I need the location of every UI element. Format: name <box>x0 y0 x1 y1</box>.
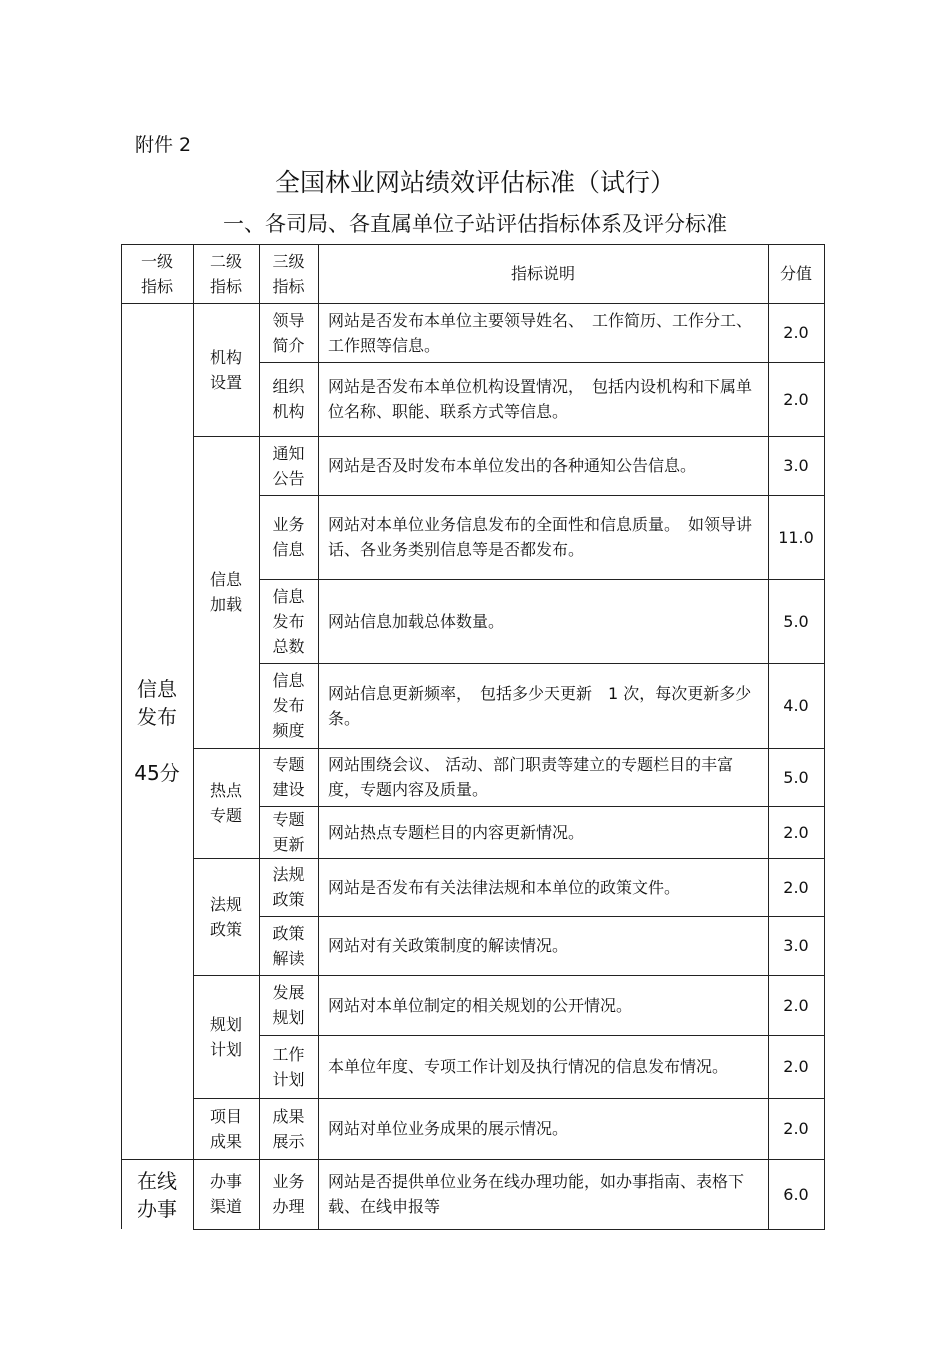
description-cell-text: 网站对单位业务成果的展示情况。 <box>328 1119 569 1138</box>
score-cell-text: 2.0 <box>783 995 809 1015</box>
table-rule <box>193 748 825 749</box>
score-cell-text: 2.0 <box>783 1119 809 1138</box>
table-rule <box>259 362 825 363</box>
level2-cell-text: 热点 专题 <box>209 781 242 825</box>
description-cell-text: 网站围绕会议、 活动、部门职责等建立的专题栏目的丰富度，专题内容及质量。 <box>328 755 734 799</box>
description-cell-text: 网站是否发布本单位主要领导姓名、 工作简历、工作分工、工作照等信息。 <box>328 310 753 355</box>
level2-cell-text: 信息 加载 <box>209 570 242 614</box>
level3-cell <box>259 495 318 579</box>
header-level3-text: 三级 指标 <box>272 251 305 296</box>
description-cell-text: 网站信息加载总体数量。 <box>328 611 505 631</box>
header-level1 <box>121 244 193 303</box>
table-rule <box>318 244 319 1230</box>
header-description <box>318 244 768 303</box>
level3-cell <box>259 1035 318 1098</box>
level2-cell-text: 项目 成果 <box>209 1106 242 1151</box>
level1-cell-text: 在线 办事 <box>137 1169 177 1221</box>
level3-cell-text: 组织 机构 <box>272 377 305 421</box>
description-cell <box>318 1035 768 1098</box>
table-rule <box>824 244 825 1230</box>
table-rule <box>259 244 260 1230</box>
score-cell-text: 2.0 <box>783 1057 809 1076</box>
description-cell <box>318 806 768 858</box>
description-cell-text: 网站是否发布有关法律法规和本单位的政策文件。 <box>328 877 681 897</box>
level2-cell <box>193 303 259 436</box>
level3-cell-text: 工作 计划 <box>272 1044 305 1089</box>
score-cell <box>768 579 824 663</box>
level3-cell <box>259 1159 318 1229</box>
table-rule <box>121 1159 825 1160</box>
level3-cell-text: 法规 政策 <box>272 865 305 909</box>
description-cell <box>318 1159 768 1229</box>
level3-cell-text: 专题 更新 <box>272 810 305 854</box>
score-cell-text: 5.0 <box>783 611 809 631</box>
description-cell <box>318 858 768 916</box>
level3-cell <box>259 663 318 748</box>
description-cell-text: 网站信息更新频率， 包括多少天更新 1 次，每次更新多少条。 <box>328 683 752 728</box>
score-cell <box>768 1159 824 1229</box>
level2-cell-text: 法规 政策 <box>209 894 242 939</box>
table-rule <box>259 663 825 664</box>
level3-cell-text: 政策 解读 <box>272 923 305 968</box>
header-description-text: 指标说明 <box>510 264 575 283</box>
table-rule <box>259 579 825 580</box>
description-cell <box>318 362 768 436</box>
description-cell-text: 网站对有关政策制度的解读情况。 <box>328 936 569 955</box>
description-cell <box>318 495 768 579</box>
score-cell <box>768 495 824 579</box>
header-level2 <box>193 244 259 303</box>
level3-cell-text: 发展 规划 <box>272 983 305 1027</box>
description-cell-text: 网站热点专题栏目的内容更新情况。 <box>328 822 585 842</box>
score-cell <box>768 916 824 975</box>
level3-cell <box>259 362 318 436</box>
level3-cell <box>259 858 318 916</box>
description-cell <box>318 748 768 806</box>
description-cell-text: 网站是否提供单位业务在线办理功能，如办事指南、表格下载、在线申报等 <box>328 1172 745 1216</box>
table-rule <box>193 858 825 859</box>
score-cell <box>768 1098 824 1159</box>
level3-cell <box>259 1098 318 1159</box>
level3-cell-text: 成果 展示 <box>272 1106 305 1151</box>
level3-cell-text: 通知 公告 <box>272 443 305 488</box>
description-cell-text: 网站对本单位制定的相关规划的公开情况。 <box>328 995 633 1015</box>
table-rule <box>259 806 825 807</box>
description-cell <box>318 436 768 495</box>
description-cell <box>318 663 768 748</box>
score-cell-text: 2.0 <box>783 323 809 342</box>
level2-cell <box>193 1159 259 1229</box>
level1-cell-text: 信息 发布 45分 <box>134 677 180 785</box>
level3-cell <box>259 579 318 663</box>
level3-cell-text: 信息 发布 总数 <box>272 586 305 656</box>
score-cell <box>768 748 824 806</box>
level3-cell <box>259 916 318 975</box>
score-cell <box>768 1035 824 1098</box>
level1-cell <box>121 303 193 1159</box>
level2-cell-text: 机构 设置 <box>209 347 242 392</box>
score-cell-text: 11.0 <box>778 527 814 547</box>
description-cell <box>318 303 768 362</box>
header-score-text: 分值 <box>779 264 812 283</box>
score-cell <box>768 806 824 858</box>
table-rule <box>193 244 194 1230</box>
score-cell-text: 2.0 <box>783 389 809 409</box>
table-rule <box>193 975 825 976</box>
table-rule <box>121 244 122 1229</box>
document-subtitle: 一、各司局、各直属单位子站评估指标体系及评分标准 <box>223 212 727 236</box>
score-cell-text: 5.0 <box>783 767 809 787</box>
score-cell <box>768 436 824 495</box>
level2-cell-text: 办事 渠道 <box>209 1172 242 1216</box>
level2-cell <box>193 748 259 858</box>
description-cell <box>318 579 768 663</box>
level2-cell <box>193 975 259 1098</box>
document-title: 全国林业网站绩效评估标准（试行） <box>274 168 675 197</box>
table-rule <box>259 916 825 917</box>
level3-cell-text: 业务 办理 <box>272 1172 305 1216</box>
table-rule <box>259 495 825 496</box>
level3-cell-text: 专题 建设 <box>272 755 305 799</box>
score-cell <box>768 858 824 916</box>
level2-cell <box>193 436 259 748</box>
header-level3 <box>259 244 318 303</box>
header-score <box>768 244 824 303</box>
level3-cell <box>259 975 318 1035</box>
score-cell-text: 4.0 <box>783 696 809 715</box>
level2-cell <box>193 858 259 975</box>
score-cell-text: 2.0 <box>783 822 809 842</box>
header-level2-text: 二级 指标 <box>209 251 242 296</box>
table-rule <box>193 1098 825 1099</box>
score-cell <box>768 303 824 362</box>
table-rule <box>259 1035 825 1036</box>
level3-cell <box>259 436 318 495</box>
description-cell <box>318 916 768 975</box>
table-rule <box>193 436 825 437</box>
attachment-label: 附件 2 <box>135 134 192 156</box>
level3-cell-text: 业务 信息 <box>272 515 305 559</box>
description-cell-text: 网站是否发布本单位机构设置情况， 包括内设机构和下属单位名称、职能、联系方式等信息。 <box>328 377 753 421</box>
level2-cell <box>193 1098 259 1159</box>
table-rule <box>768 244 769 1230</box>
table-rule <box>193 1229 825 1230</box>
level3-cell-text: 信息 发布 频度 <box>272 671 305 740</box>
level1-cell <box>121 1159 193 1229</box>
score-cell-text: 3.0 <box>783 936 809 955</box>
header-level1-text: 一级 指标 <box>140 251 173 296</box>
table-rule <box>121 244 825 245</box>
description-cell-text: 本单位年度、专项工作计划及执行情况的信息发布情况。 <box>328 1057 729 1076</box>
level3-cell <box>259 748 318 806</box>
level3-cell-text: 领导 简介 <box>272 310 305 355</box>
description-cell <box>318 975 768 1035</box>
description-cell-text: 网站对本单位业务信息发布的全面性和信息质量。 如领导讲话、各业务类别信息等是否都发布。 <box>328 515 753 559</box>
level3-cell <box>259 806 318 858</box>
level2-cell-text: 规划 计划 <box>209 1014 242 1059</box>
score-cell <box>768 362 824 436</box>
score-cell <box>768 975 824 1035</box>
table-rule <box>121 303 825 304</box>
score-cell-text: 3.0 <box>783 456 809 475</box>
description-cell-text: 网站是否及时发布本单位发出的各种通知公告信息。 <box>328 456 697 475</box>
level3-cell <box>259 303 318 362</box>
score-cell <box>768 663 824 748</box>
score-cell-text: 6.0 <box>783 1184 809 1204</box>
description-cell <box>318 1098 768 1159</box>
score-cell-text: 2.0 <box>783 877 809 897</box>
